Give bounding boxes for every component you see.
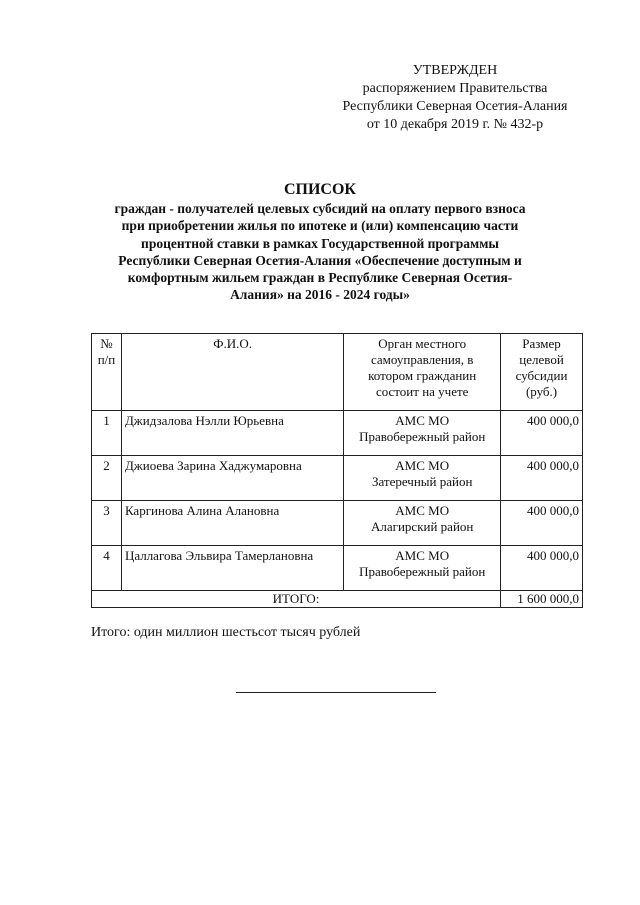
header-name: Ф.И.О. (121, 334, 343, 411)
row-num: 3 (92, 501, 122, 546)
row-org-line: Затеречный район (371, 474, 473, 489)
header-num-line: п/п (97, 352, 116, 367)
title-line: Республики Северная Осетия-Алания «Обеспечение доступным и (118, 252, 522, 268)
title-line: при приобретении жилья по ипотеке и (или) компенсацию части (121, 218, 519, 234)
row-org-line: АМС МО (395, 413, 450, 428)
header-amount-line: субсидии (515, 368, 568, 383)
row-name: Цаллагова Эльвира Тамерлановна (121, 546, 343, 591)
title-line: комфортным жильем граждан в Республике Северная Осетия- (127, 270, 513, 286)
closing-rule (236, 692, 436, 693)
row-org (344, 501, 501, 546)
header-org-line: котором гражданин (368, 368, 477, 383)
row-num: 4 (92, 546, 122, 591)
row-name: Джидзалова Нэлли Юрьевна (121, 411, 343, 456)
row-amount: 400 000,0 (501, 456, 583, 501)
row-org (344, 411, 501, 456)
approval-stamp (320, 62, 590, 134)
row-org-line: АМС МО (395, 503, 450, 518)
table-total-row (92, 591, 583, 608)
row-org-line: Правобережный район (359, 564, 486, 579)
row-amount: 400 000,0 (501, 501, 583, 546)
header-org-line: Орган местного (378, 336, 467, 351)
table-row (92, 546, 583, 591)
title-line: граждан - получателей целевых субсидий на оплату первого взноса (114, 201, 526, 216)
header-amount-line: целевой (519, 352, 564, 367)
header-org-line: состоит на учете (375, 384, 469, 399)
recipients-table (91, 333, 583, 608)
row-amount: 400 000,0 (501, 546, 583, 591)
header-amount-line: (руб.) (525, 384, 558, 399)
row-org (344, 456, 501, 501)
row-org (344, 546, 501, 591)
row-org-line: Правобережный район (359, 429, 486, 444)
header-num (92, 334, 122, 411)
row-amount: 400 000,0 (501, 411, 583, 456)
header-num-line: № (100, 336, 113, 351)
approval-date-line: от 10 декабря 2019 г. № 432-р (366, 117, 544, 132)
total-in-words: Итого: один миллион шестьсот тысяч рублей (91, 625, 361, 640)
approval-line: распоряжением Правительства (362, 81, 548, 96)
total-label: ИТОГО: (92, 591, 501, 608)
approval-line: Республики Северная Осетия-Алания (342, 99, 568, 114)
row-num: 2 (92, 456, 122, 501)
header-amount-line: Размер (522, 336, 561, 351)
table-row (92, 501, 583, 546)
table-row (92, 411, 583, 456)
total-value: 1 600 000,0 (501, 591, 583, 608)
row-org-line: Алагирский район (371, 519, 474, 534)
row-num: 1 (92, 411, 122, 456)
title-main: СПИСОК (283, 181, 357, 198)
table-row (92, 456, 583, 501)
title-line: Алания» на 2016 - 2024 годы» (230, 287, 410, 303)
row-name: Каргинова Алина Алановна (121, 501, 343, 546)
document-title (70, 180, 570, 304)
header-org (344, 334, 501, 411)
row-name: Джиоева Зарина Хаджумаровна (121, 456, 343, 501)
row-org-line: АМС МО (395, 548, 450, 563)
approval-heading: УТВЕРЖДЕН (412, 63, 498, 78)
header-amount (501, 334, 583, 411)
table-header-row (92, 334, 583, 411)
header-org-line: самоуправления, в (370, 352, 474, 367)
title-line: процентной ставки в рамках Государственной программы (141, 235, 499, 251)
row-org-line: АМС МО (395, 458, 450, 473)
